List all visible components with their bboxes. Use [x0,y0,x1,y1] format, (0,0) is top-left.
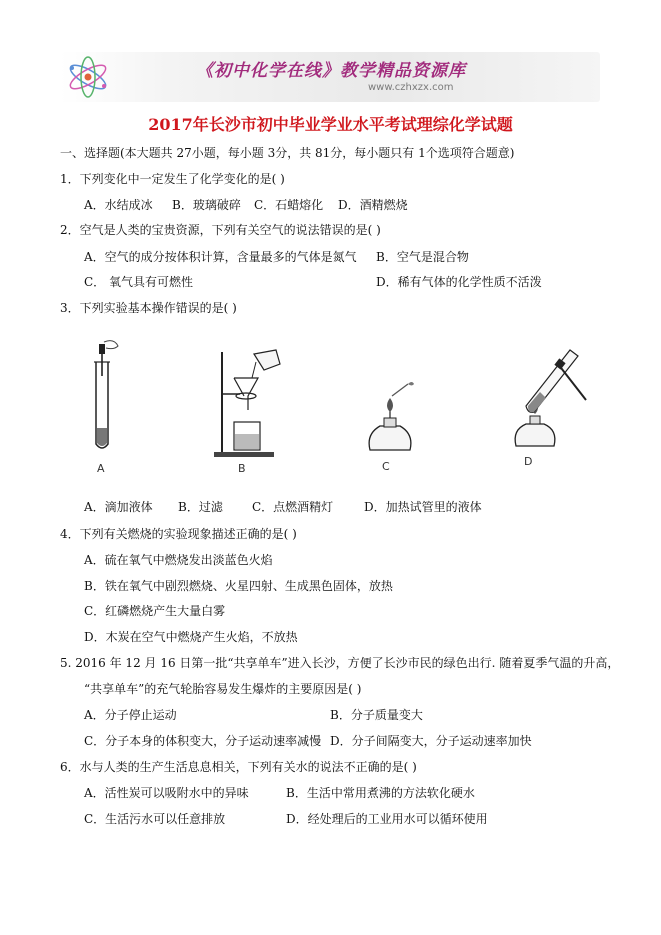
section-heading: 一、选择题(本大题共 27小题，每小题 3分，共 81分，每小题只有 1个选项符合题意) [60,146,515,160]
q1-option-a: A．水结成冰 [84,198,153,212]
q1-option-d: D．酒精燃烧 [338,198,408,212]
q5-option-a: A．分子停止运动 [84,708,177,722]
q6-option-b: B．生活中常用煮沸的方法软化硬水 [286,786,475,800]
q5-option-b: B．分子质量变大 [330,708,423,722]
q2-option-d: D．稀有气体的化学性质不活泼 [376,275,542,289]
figure-label-a: A [97,462,105,475]
q6-option-d: D．经处理后的工业用水可以循环使用 [286,812,488,826]
banner-url: www.czhxzx.com [368,82,454,93]
q6-option-a: A．活性炭可以吸附水中的异味 [84,786,249,800]
banner-title: 《初中化学在线》教学精品资源库 [196,61,466,81]
q5-stem-line-2: “共享单车”的充气轮胎容易发生爆炸的主要原因是( ) [84,682,362,696]
atom-logo-icon [64,54,112,100]
page-title: 2017年长沙市初中毕业学业水平考试理综化学试题 [148,115,513,134]
q5-option-d: D．分子间隔变大，分子运动速率加快 [330,734,532,748]
q1-option-c: C．石蜡熔化 [254,198,324,212]
figure-label-d: D [524,455,533,468]
q3-option-c: C．点燃酒精灯 [252,500,334,514]
dropper-test-tube-figure [84,336,124,456]
q5-stem-line-1: 5. 2016 年 12 月 16 日第一批“共享单车”进入长沙，方便了长沙市民的绿色出行. 随着夏季气温的升高， [60,656,620,670]
q4-option-c: C．红磷燃烧产生大量白雾 [84,604,226,618]
q1-stem: 1．下列变化中一定发生了化学变化的是( ) [60,172,285,186]
q4-option-a: A．硫在氧气中燃烧发出淡蓝色火焰 [84,553,273,567]
q5-option-c: C．分子本身的体积变大，分子运动速率减慢 [84,734,322,748]
q6-option-c: C．生活污水可以任意排放 [84,812,226,826]
q2-option-b: B．空气是混合物 [376,250,469,264]
q2-stem: 2．空气是人类的宝贵资源，下列有关空气的说法错误的是( ) [60,223,381,237]
filtration-figure [212,348,292,460]
q3-stem: 3．下列实验基本操作错误的是( ) [60,301,237,315]
q3-option-d: D．加热试管里的液体 [364,500,482,514]
q1-option-b: B．玻璃破碎 [172,198,241,212]
figure-label-b: B [238,462,246,475]
q4-option-d: D．木炭在空气中燃烧产生火焰，不放热 [84,630,298,644]
heating-test-tube-figure [500,344,600,454]
q3-option-b: B．过滤 [178,500,223,514]
q2-option-a: A．空气的成分按体积计算，含量最多的气体是氮气 [84,250,357,264]
q4-option-b: B．铁在氧气中剧烈燃烧、火星四射、生成黑色固体，放热 [84,579,393,593]
q4-stem: 4．下列有关燃烧的实验现象描述正确的是( ) [60,527,297,541]
alcohol-lamp-lighting-figure [362,380,422,460]
q2-option-c: C． 氧气具有可燃性 [84,275,193,289]
q3-option-a: A．滴加液体 [84,500,153,514]
figure-label-c: C [382,460,390,473]
q6-stem: 6．水与人类的生产生活息息相关，下列有关水的说法不正确的是( ) [60,760,417,774]
